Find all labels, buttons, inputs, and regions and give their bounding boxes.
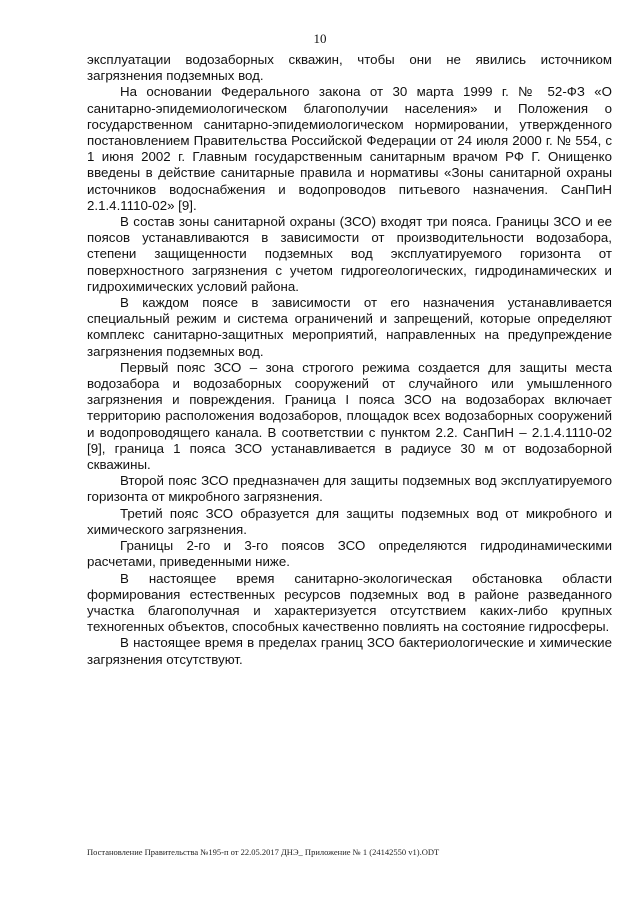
- document-body: [87, 52, 612, 668]
- paragraph-first-belt: Первый пояс ЗСО – зона строгого режима создается для защиты места водозабора и водозаборных сооружений от случайного или умышленного загрязнения и повреждения. Граница I пояса ЗСО на водозаборах включает территорию расположения водозаборов, площадок всех водозаборных сооружений и водопроводящего канала. В соответствии с пунктом 2.2. СанПиН – 2.1.4.1110-02 [9], граница 1 пояса ЗСО устанавливается в радиусе 30 м от водозаборной скважины.: [87, 359, 612, 473]
- paragraph-third-belt: Третий пояс ЗСО образуется для защиты подземных вод от микробного и химического загрязнения.: [87, 505, 612, 537]
- paragraph-second-belt: Второй пояс ЗСО предназначен для защиты подземных вод эксплуатируемого горизонта от микробного загрязнения.: [87, 473, 612, 505]
- paragraph-ecological-situation: В настоящее время санитарно-экологическая обстановка области формирования естественных ресурсов подземных вод в районе разведанного участка благополучная и характеризуется отсутствием каких-либо крупных техногенных объектов, способных качественно повлиять на состояние гидросферы.: [87, 570, 612, 635]
- paragraph-belt-boundaries: Границы 2-го и 3-го поясов ЗСО определяются гидродинамическими расчетами, приведенными ниже.: [87, 538, 612, 570]
- paragraph-belt-regime: В каждом поясе в зависимости от его назначения устанавливается специальный режим и система ограничений и запрещений, которые определяют комплекс санитарно-защитных мероприятий, направленных на предупреждение загрязнения подземных вод.: [87, 295, 612, 359]
- paragraph-legal-basis: На основании Федерального закона от 30 марта 1999 г. № 52-ФЗ «О санитарно-эпидемиологическом благополучии населения» и Положения о государственном санитарно-эпидемиологическом нормировании, утвержденного постановлением Правительства Российской Федерации от 24 июля 2000 г. № 554, с 1 июня 2002 г. Главным государственным санитарным врачом РФ Г. Онищенко введены в действие санитарные правила и нормативы «Зоны санитарной охраны источников водоснабжения и водопроводов питьевого назначения. СанПиН 2.1.4.1110-02» [9].: [87, 84, 612, 213]
- paragraph-contamination-status: В настоящее время в пределах границ ЗСО бактериологические и химические загрязнения отсутствуют.: [87, 635, 612, 667]
- page-number: 10: [313, 31, 327, 46]
- document-footer: Постановление Правительства №195-п от 22.05.2017 ДНЭ_ Приложение № 1 (24142550 v1).ODT: [87, 847, 440, 857]
- paragraph-continuation: эксплуатации водозаборных скважин, чтобы они не явились источником загрязнения подземных вод.: [87, 52, 612, 84]
- paragraph-zso-composition: В состав зоны санитарной охраны (ЗСО) входят три пояса. Границы ЗСО и ее поясов устанавливаются в зависимости от производительности водозабора, степени защищенности подземных вод эксплуатируемого горизонта от поверхностного загрязнения с учетом гидрогеологических, гидродинамических и гидрохимических условий района.: [87, 214, 612, 294]
